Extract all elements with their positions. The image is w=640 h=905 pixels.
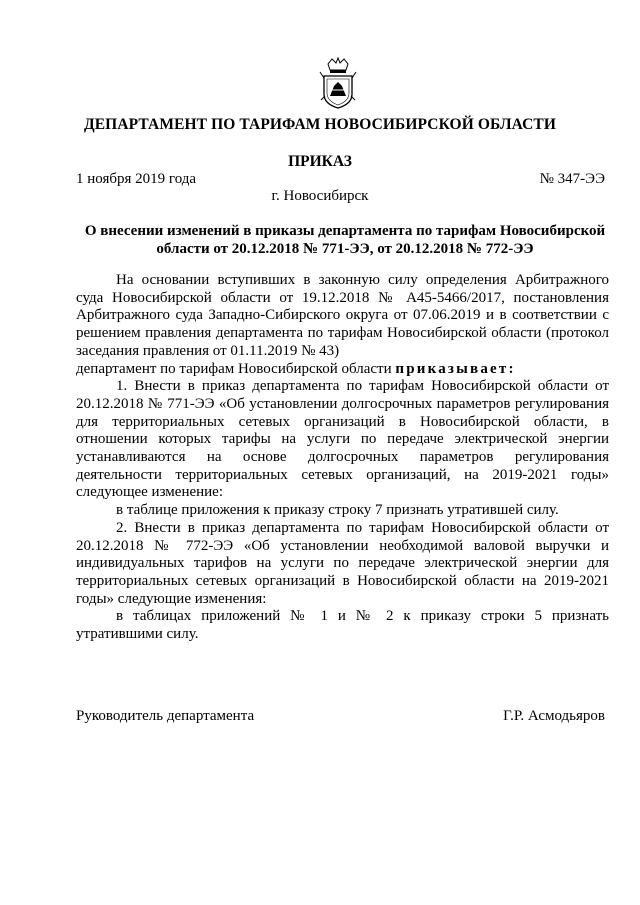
signature-name: Г.Р. Асмодьяров bbox=[503, 708, 605, 724]
order-date: 1 ноября 2019 года bbox=[76, 171, 197, 187]
order-body bbox=[76, 272, 609, 644]
order-subject: О внесении изменений в приказы департамента по тарифам Новосибирской области от 20.12.2018 № 771-ЭЭ, от 20.12.2018 № 772-ЭЭ bbox=[84, 223, 606, 257]
preamble-paragraph: На основании вступивших в законную силу определения Арбитражного суда Новосибирской области от 19.12.2018 № А45-5466/2017, постановления Арбитражного суда Западно-Сибирского округа от 07.06.2019 и в соответствии с решением правления департамента по тарифам Новосибирской области (протокол заседания правления от 01.11.2019 № 43) bbox=[76, 272, 609, 359]
coat-of-arms-icon bbox=[318, 56, 358, 110]
order-city: г. Новосибирск bbox=[271, 188, 369, 204]
orders-paragraph bbox=[76, 361, 609, 379]
department-name: ДЕПАРТАМЕНТ ПО ТАРИФАМ НОВОСИБИРСКОЙ ОБЛАСТИ bbox=[83, 116, 557, 133]
document-type: ПРИКАЗ bbox=[288, 153, 352, 170]
item-2-paragraph: 2. Внести в приказ департамента по тарифам Новосибирской области от 20.12.2018 № 772-ЭЭ «Об установлении необходимой валовой выручки и индивидуальных тарифов на услуги по передаче электрической энергии для территориальных сетевых организаций в Новосибирской области на 2019-2021 годы» следующие изменения: bbox=[76, 519, 609, 607]
orders-lead: департамент по тарифам Новосибирской области bbox=[76, 360, 396, 377]
orders-word: приказывает: bbox=[395, 360, 516, 377]
item-1-detail: в таблице приложения к приказу строку 7 признать утратившей силу. bbox=[116, 502, 559, 519]
item-2-detail: в таблицах приложений № 1 и № 2 к приказу строки 5 признать утратившими силу. bbox=[76, 608, 609, 643]
signature-position: Руководитель департамента bbox=[76, 708, 255, 724]
item-1-paragraph: 1. Внести в приказ департамента по тарифам Новосибирской области от 20.12.2018 № 771-ЭЭ «Об установлении долгосрочных параметров регулирования для территориальных сетевых организаций в Новосибирской области, в отношении которых тарифы на услуги по передаче электрической энергии устанавливаются на основе долгосрочных параметров регулирования деятельности территориальных сетевых организаций, на 2019-2021 годы» следующее изменение: bbox=[76, 378, 609, 501]
order-number: № 347-ЭЭ bbox=[539, 171, 605, 187]
